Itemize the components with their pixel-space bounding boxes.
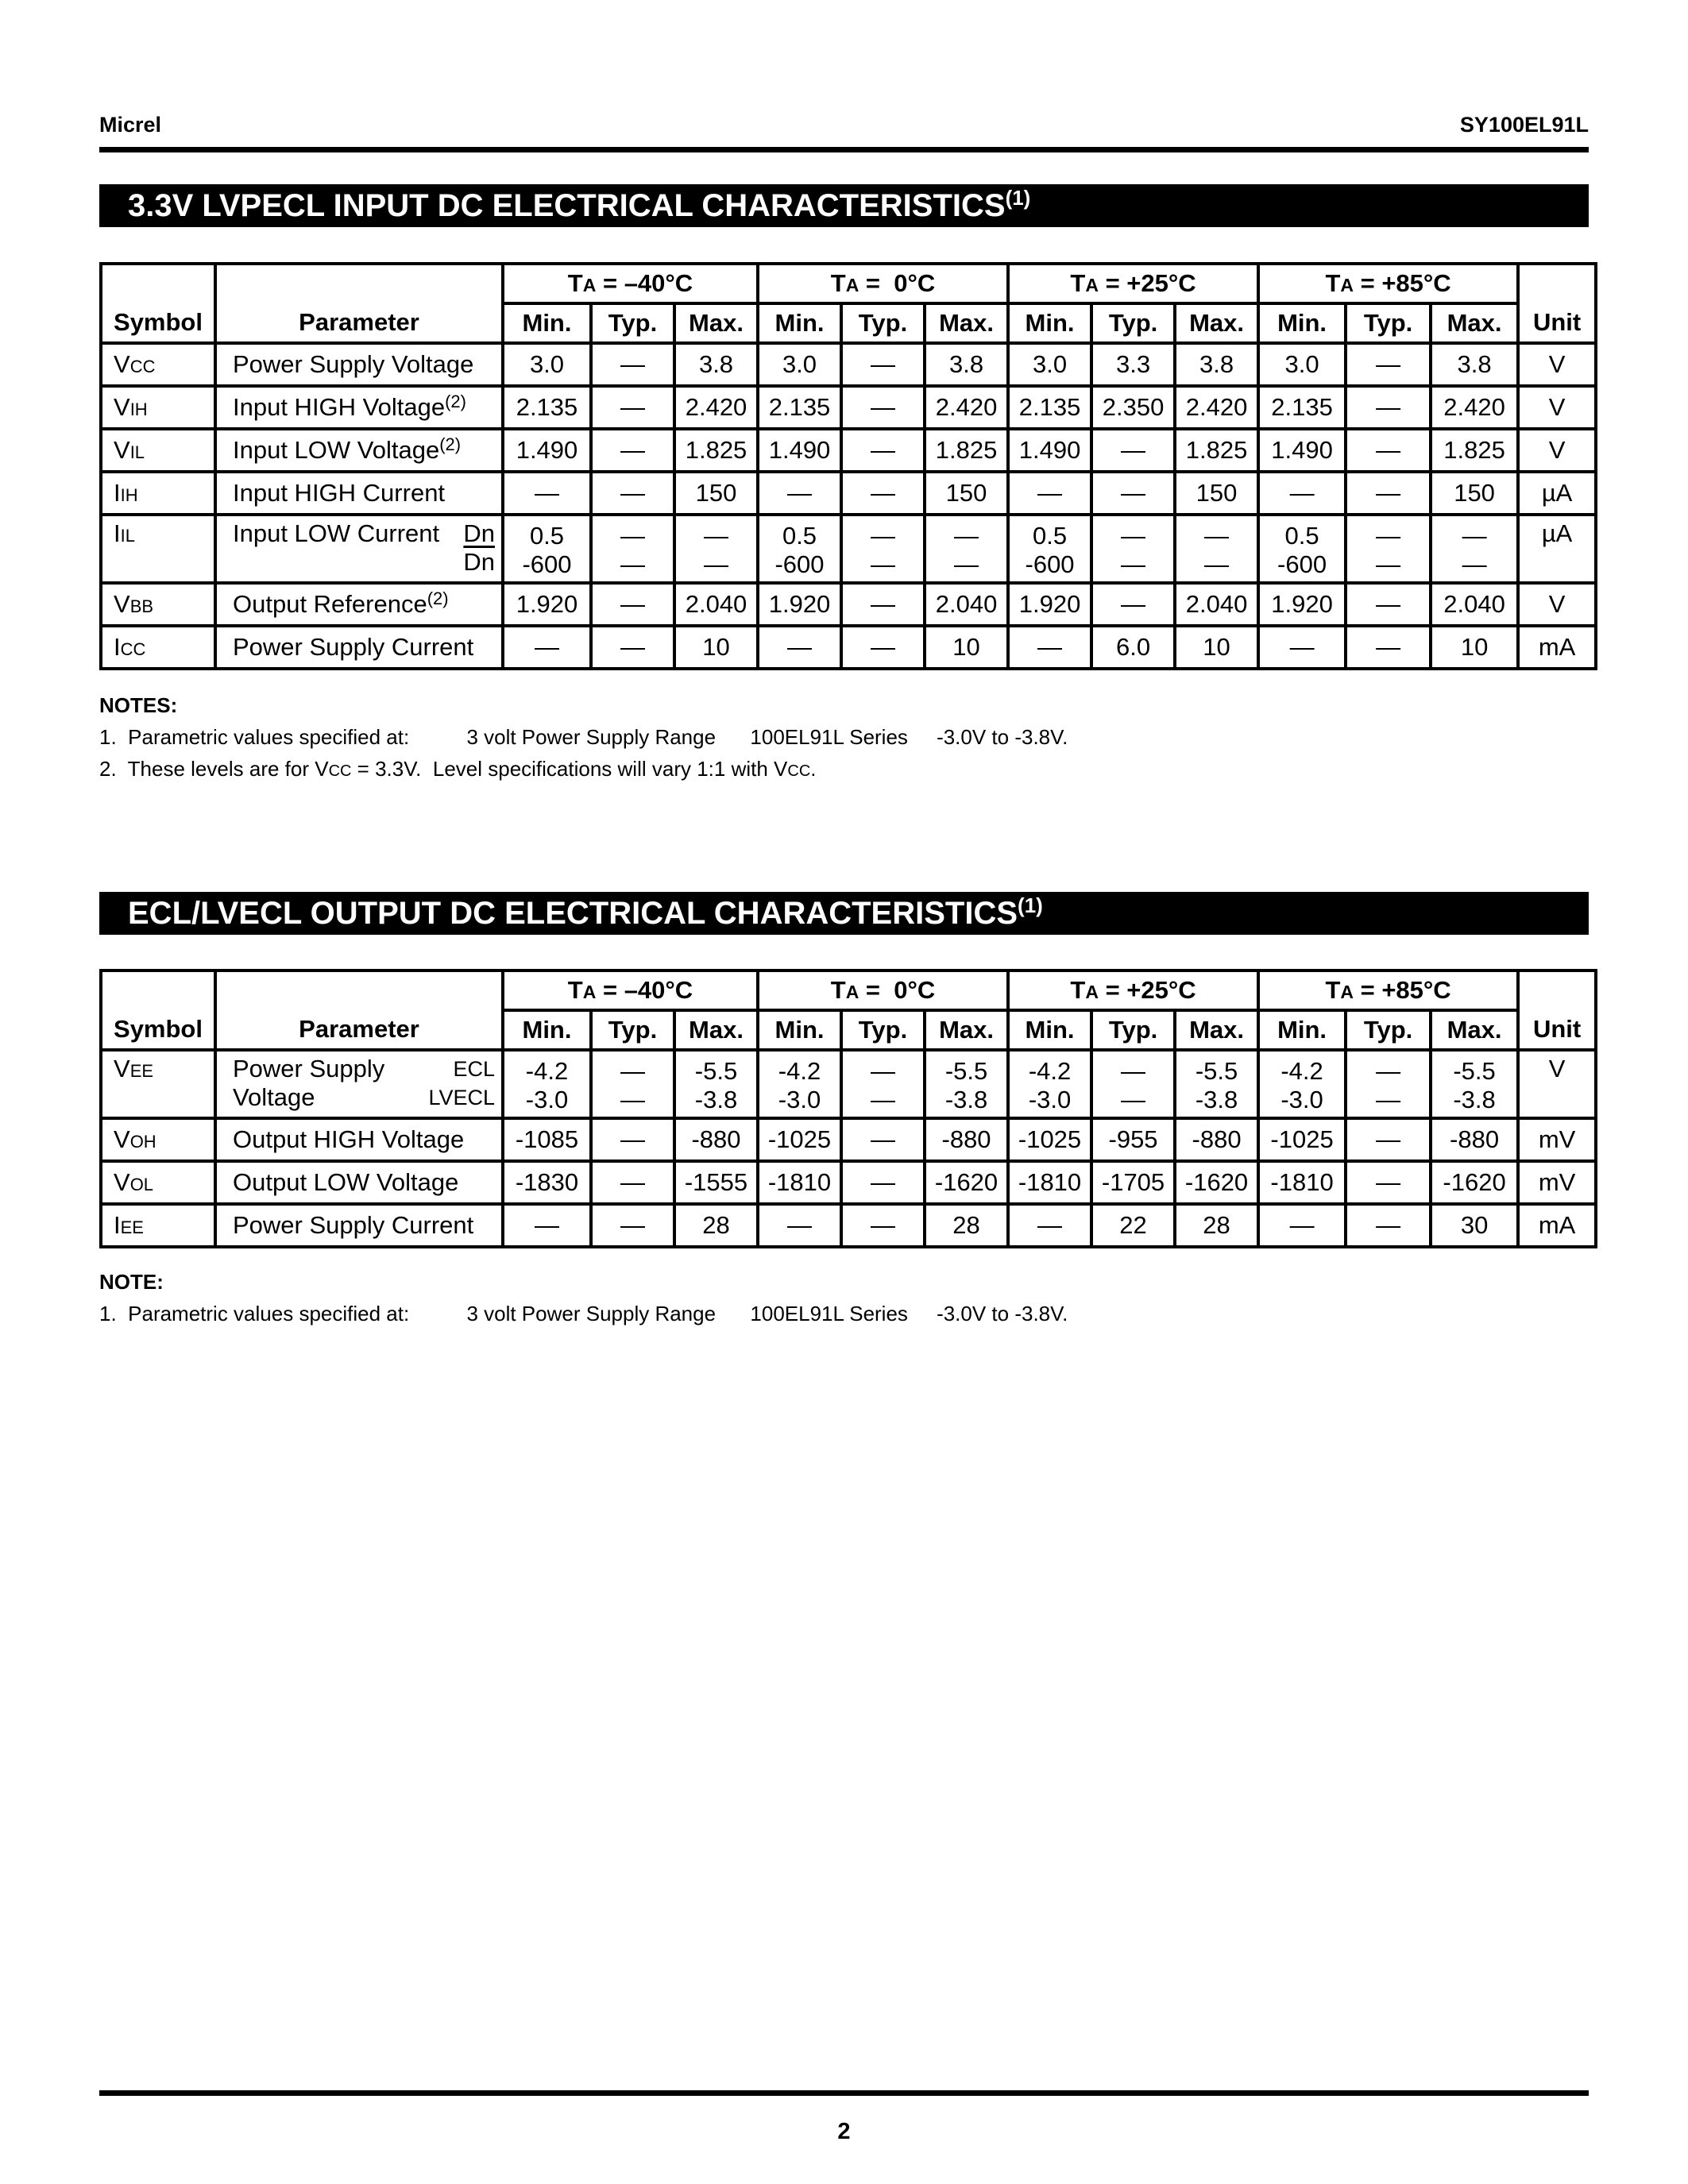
unit-cell: V <box>1518 429 1596 472</box>
value-cell: — <box>841 429 925 472</box>
unit-cell: V <box>1518 343 1596 386</box>
col-temp: TA = +85°C <box>1258 970 1518 1010</box>
value-cell: — <box>1346 583 1431 626</box>
value-cell: 1.825 <box>925 429 1008 472</box>
output-dc-table <box>99 969 1597 1248</box>
row-vbb <box>101 583 1596 626</box>
value-cell: 0.5 -600 <box>503 515 591 583</box>
value-cell: 3.0 <box>1258 343 1346 386</box>
col-symbol: Symbol <box>101 970 215 1050</box>
value-cell: 3.8 <box>1431 343 1518 386</box>
value-cell: 1.825 <box>674 429 758 472</box>
symbol-cell: VOL <box>101 1161 215 1204</box>
value-cell: -5.5 -3.8 <box>925 1050 1008 1118</box>
value-cell: -880 <box>1175 1118 1258 1161</box>
col-max: Max. <box>925 1010 1008 1050</box>
value-cell: 2.420 <box>925 386 1008 429</box>
parameter-cell: Output Reference$^{(2)}$ <box>215 583 503 626</box>
value-cell: — <box>1346 429 1431 472</box>
notes-heading: NOTES: <box>99 693 178 717</box>
parameter-cell: Power Supply ECL Voltage LVECL <box>215 1050 503 1118</box>
col-typ: Typ. <box>841 303 925 343</box>
col-min: Min. <box>758 1010 841 1050</box>
value-cell: 150 <box>674 472 758 515</box>
value-cell: — — <box>841 515 925 583</box>
value-cell: 3.8 <box>925 343 1008 386</box>
symbol-cell: VEE <box>101 1050 215 1118</box>
value-cell: — <box>1008 472 1091 515</box>
parameter-cell: Power Supply Current <box>215 1204 503 1247</box>
section-title-output-dc: ECL/LVECL OUTPUT DC ELECTRICAL CHARACTERISTICS$^{(1)}$ <box>99 892 1589 935</box>
notes-output-dc <box>99 1266 1068 1329</box>
row-vol <box>101 1161 1596 1204</box>
value-cell: 2.040 <box>1175 583 1258 626</box>
section-title-input-dc: 3.3V LVPECL INPUT DC ELECTRICAL CHARACTERISTICS$^{(1)}$ <box>99 184 1589 227</box>
col-unit: Unit <box>1518 970 1596 1050</box>
value-cell: 30 <box>1431 1204 1518 1247</box>
value-cell: -1085 <box>503 1118 591 1161</box>
value-cell: -1555 <box>674 1161 758 1204</box>
col-typ: Typ. <box>1346 1010 1431 1050</box>
col-min: Min. <box>1008 1010 1091 1050</box>
value-cell: 2.135 <box>758 386 841 429</box>
col-parameter: Parameter <box>215 264 503 343</box>
row-vil <box>101 429 1596 472</box>
value-cell: — <box>841 343 925 386</box>
value-cell: -5.5 -3.8 <box>674 1050 758 1118</box>
value-cell: 22 <box>1091 1204 1175 1247</box>
value-cell: 3.3 <box>1091 343 1175 386</box>
parameter-cell: Input LOW Voltage$^{(2)}$ <box>215 429 503 472</box>
value-cell: -5.5 -3.8 <box>1175 1050 1258 1118</box>
value-cell: 28 <box>674 1204 758 1247</box>
value-cell: — <box>1008 626 1091 669</box>
value-cell: -4.2 -3.0 <box>1008 1050 1091 1118</box>
value-cell: 10 <box>674 626 758 669</box>
symbol-cell: VOH <box>101 1118 215 1161</box>
col-min: Min. <box>1258 1010 1346 1050</box>
col-max: Max. <box>925 303 1008 343</box>
col-min: Min. <box>503 303 591 343</box>
value-cell: — <box>503 1204 591 1247</box>
row-iee <box>101 1204 1596 1247</box>
value-cell: 1.920 <box>503 583 591 626</box>
value-cell: -1620 <box>1431 1161 1518 1204</box>
col-temp: TA = +25°C <box>1008 970 1258 1010</box>
value-cell: — <box>1346 1204 1431 1247</box>
unit-cell: µA <box>1518 472 1596 515</box>
unit-cell: mA <box>1518 1204 1596 1247</box>
value-cell: -1830 <box>503 1161 591 1204</box>
value-cell: 1.920 <box>1258 583 1346 626</box>
parameter-cell: Power Supply Current <box>215 626 503 669</box>
value-cell: 1.490 <box>758 429 841 472</box>
value-cell: 28 <box>1175 1204 1258 1247</box>
symbol-cell: IIH <box>101 472 215 515</box>
notes-heading: NOTE: <box>99 1270 164 1294</box>
row-vee <box>101 1050 1596 1118</box>
col-max: Max. <box>674 1010 758 1050</box>
value-cell: 1.825 <box>1175 429 1258 472</box>
row-iil <box>101 515 1596 583</box>
footer-rule <box>99 2090 1589 2096</box>
value-cell: — <box>758 1204 841 1247</box>
col-min: Min. <box>758 303 841 343</box>
value-cell: — — <box>591 1050 674 1118</box>
row-vih <box>101 386 1596 429</box>
col-max: Max. <box>674 303 758 343</box>
value-cell: — <box>591 343 674 386</box>
header-row-temps <box>101 970 1596 1010</box>
value-cell: — — <box>1431 515 1518 583</box>
value-cell: 10 <box>925 626 1008 669</box>
value-cell: 1.920 <box>1008 583 1091 626</box>
parameter-cell: Output LOW Voltage <box>215 1161 503 1204</box>
note-2: 2. These levels are for VCC = 3.3V. Level specifications will vary 1:1 with VCC. <box>99 757 817 781</box>
col-min: Min. <box>503 1010 591 1050</box>
symbol-cell: IIL <box>101 515 215 583</box>
value-cell: — <box>841 583 925 626</box>
value-cell: -880 <box>1431 1118 1518 1161</box>
value-cell: — <box>841 626 925 669</box>
value-cell: -880 <box>674 1118 758 1161</box>
value-cell: 2.040 <box>1431 583 1518 626</box>
col-symbol: Symbol <box>101 264 215 343</box>
value-cell: — <box>503 472 591 515</box>
value-cell: — — <box>1175 515 1258 583</box>
value-cell: -1620 <box>925 1161 1008 1204</box>
value-cell: — <box>841 1204 925 1247</box>
row-icc <box>101 626 1596 669</box>
symbol-cell: VIH <box>101 386 215 429</box>
row-voh <box>101 1118 1596 1161</box>
value-cell: — <box>1258 1204 1346 1247</box>
value-cell: — <box>591 626 674 669</box>
value-cell: — <box>758 472 841 515</box>
unit-cell: V <box>1518 1050 1596 1118</box>
value-cell: -4.2 -3.0 <box>758 1050 841 1118</box>
col-parameter: Parameter <box>215 970 503 1050</box>
value-cell: — <box>591 472 674 515</box>
value-cell: 150 <box>1175 472 1258 515</box>
value-cell: — <box>1091 583 1175 626</box>
header-row-temps <box>101 264 1596 303</box>
col-typ: Typ. <box>591 1010 674 1050</box>
value-cell: 0.5 -600 <box>758 515 841 583</box>
parameter-cell: Input HIGH Current <box>215 472 503 515</box>
parameter-cell: Output HIGH Voltage <box>215 1118 503 1161</box>
value-cell: -1620 <box>1175 1161 1258 1204</box>
value-cell: 0.5 -600 <box>1008 515 1091 583</box>
col-min: Min. <box>1008 303 1091 343</box>
unit-cell: mV <box>1518 1118 1596 1161</box>
value-cell: — <box>1346 626 1431 669</box>
value-cell: 2.135 <box>1008 386 1091 429</box>
unit-cell: µA <box>1518 515 1596 583</box>
col-temp: TA = 0°C <box>758 970 1008 1010</box>
value-cell: -880 <box>925 1118 1008 1161</box>
col-typ: Typ. <box>841 1010 925 1050</box>
col-typ: Typ. <box>591 303 674 343</box>
value-cell: 150 <box>925 472 1008 515</box>
value-cell: 28 <box>925 1204 1008 1247</box>
value-cell: — <box>1008 1204 1091 1247</box>
value-cell: 2.420 <box>674 386 758 429</box>
value-cell: 1.490 <box>1008 429 1091 472</box>
value-cell: -5.5 -3.8 <box>1431 1050 1518 1118</box>
value-cell: 2.040 <box>925 583 1008 626</box>
value-cell: — <box>1346 1118 1431 1161</box>
row-vcc <box>101 343 1596 386</box>
value-cell: 1.490 <box>503 429 591 472</box>
value-cell: -955 <box>1091 1118 1175 1161</box>
value-cell: — <box>591 1204 674 1247</box>
symbol-cell: ICC <box>101 626 215 669</box>
col-max: Max. <box>1175 1010 1258 1050</box>
value-cell: — — <box>841 1050 925 1118</box>
col-temp: TA = 0°C <box>758 264 1008 303</box>
value-cell: 2.420 <box>1175 386 1258 429</box>
value-cell: -1810 <box>1258 1161 1346 1204</box>
value-cell: -1025 <box>1008 1118 1091 1161</box>
value-cell: — <box>841 386 925 429</box>
col-max: Max. <box>1431 1010 1518 1050</box>
col-typ: Typ. <box>1091 303 1175 343</box>
value-cell: 1.825 <box>1431 429 1518 472</box>
value-cell: 2.040 <box>674 583 758 626</box>
company-name: Micrel <box>99 113 162 137</box>
value-cell: -1025 <box>758 1118 841 1161</box>
value-cell: — <box>1258 472 1346 515</box>
value-cell: — <box>841 1118 925 1161</box>
col-typ: Typ. <box>1091 1010 1175 1050</box>
value-cell: — — <box>674 515 758 583</box>
value-cell: -4.2 -3.0 <box>503 1050 591 1118</box>
value-cell: -1705 <box>1091 1161 1175 1204</box>
value-cell: — — <box>925 515 1008 583</box>
value-cell: 1.490 <box>1258 429 1346 472</box>
value-cell: 2.135 <box>1258 386 1346 429</box>
col-temp: TA = +25°C <box>1008 264 1258 303</box>
value-cell: — <box>591 429 674 472</box>
value-cell: — <box>591 1118 674 1161</box>
value-cell: 3.8 <box>674 343 758 386</box>
value-cell: — — <box>1091 1050 1175 1118</box>
symbol-cell: VBB <box>101 583 215 626</box>
page-number: 2 <box>837 2119 851 2144</box>
note-1: 1. Parametric values specified at: 3 volt Power Supply Range 100EL91L Series -3.0V to -3.8V. <box>99 1302 1068 1325</box>
symbol-cell: VCC <box>101 343 215 386</box>
value-cell: 2.420 <box>1431 386 1518 429</box>
value-cell: -4.2 -3.0 <box>1258 1050 1346 1118</box>
value-cell: -1025 <box>1258 1118 1346 1161</box>
value-cell: 3.0 <box>503 343 591 386</box>
unit-cell: mV <box>1518 1161 1596 1204</box>
value-cell: — <box>503 626 591 669</box>
parameter-cell: Input HIGH Voltage$^{(2)}$ <box>215 386 503 429</box>
header-rule <box>99 147 1589 152</box>
value-cell: 2.135 <box>503 386 591 429</box>
symbol-cell: VIL <box>101 429 215 472</box>
input-dc-table <box>99 262 1597 670</box>
value-cell: — — <box>1346 515 1431 583</box>
value-cell: 2.350 <box>1091 386 1175 429</box>
value-cell: -1810 <box>758 1161 841 1204</box>
col-min: Min. <box>1258 303 1346 343</box>
notes-input-dc <box>99 689 1068 787</box>
value-cell: — <box>1346 343 1431 386</box>
value-cell: — <box>758 626 841 669</box>
symbol-cell: IEE <box>101 1204 215 1247</box>
value-cell: — — <box>591 515 674 583</box>
value-cell: — <box>1346 472 1431 515</box>
value-cell: — <box>841 472 925 515</box>
value-cell: 0.5 -600 <box>1258 515 1346 583</box>
value-cell: — — <box>1346 1050 1431 1118</box>
unit-cell: mA <box>1518 626 1596 669</box>
part-number: SY100EL91L <box>1459 113 1589 137</box>
value-cell: -1810 <box>1008 1161 1091 1204</box>
value-cell: 10 <box>1175 626 1258 669</box>
value-cell: — — <box>1091 515 1175 583</box>
note-1: 1. Parametric values specified at: 3 volt Power Supply Range 100EL91L Series -3.0V to -3.8V. <box>99 725 1068 749</box>
parameter-cell: Power Supply Voltage <box>215 343 503 386</box>
col-max: Max. <box>1175 303 1258 343</box>
value-cell: — <box>841 1161 925 1204</box>
parameter-cell: Input LOW Current Dn $\overline{Dn}$ <box>215 515 503 583</box>
col-temp: TA = –40°C <box>503 970 758 1010</box>
value-cell: — <box>591 583 674 626</box>
unit-cell: V <box>1518 386 1596 429</box>
value-cell: — <box>1346 1161 1431 1204</box>
value-cell: 3.0 <box>758 343 841 386</box>
value-cell: 3.8 <box>1175 343 1258 386</box>
value-cell: — <box>1091 472 1175 515</box>
unit-cell: V <box>1518 583 1596 626</box>
row-iih <box>101 472 1596 515</box>
value-cell: 6.0 <box>1091 626 1175 669</box>
value-cell: 1.920 <box>758 583 841 626</box>
value-cell: — <box>1091 429 1175 472</box>
value-cell: — <box>1258 626 1346 669</box>
value-cell: — <box>591 1161 674 1204</box>
value-cell: — <box>1346 386 1431 429</box>
col-temp: TA = +85°C <box>1258 264 1518 303</box>
col-typ: Typ. <box>1346 303 1431 343</box>
col-temp: TA = –40°C <box>503 264 758 303</box>
value-cell: 150 <box>1431 472 1518 515</box>
value-cell: 10 <box>1431 626 1518 669</box>
col-unit: Unit <box>1518 264 1596 343</box>
value-cell: — <box>591 386 674 429</box>
col-max: Max. <box>1431 303 1518 343</box>
value-cell: 3.0 <box>1008 343 1091 386</box>
